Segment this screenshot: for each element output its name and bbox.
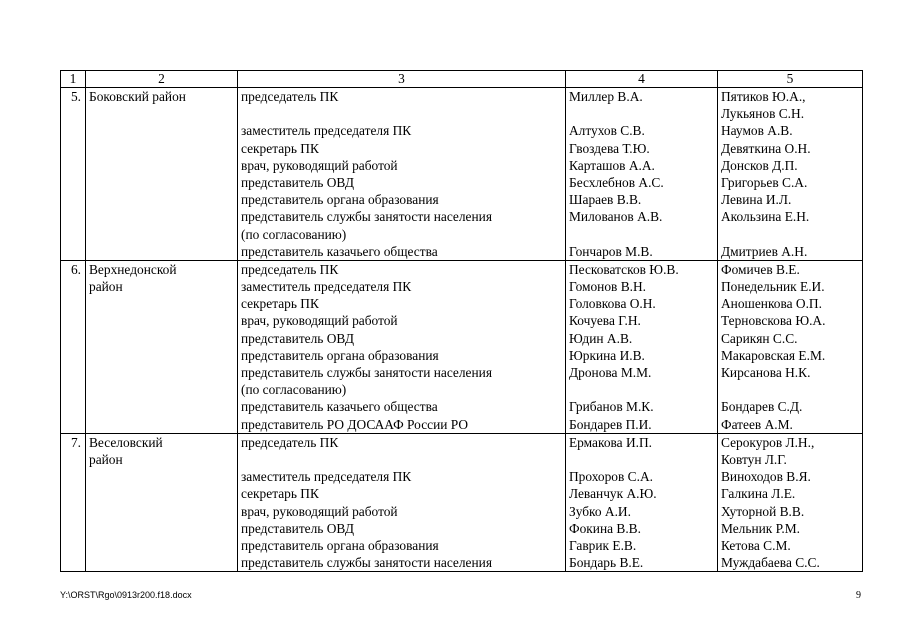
role-cell [238,260,566,433]
role-line: представитель органа образования [241,537,439,553]
main-member-line: Миллер В.А. [569,89,643,104]
reserve-member-line: Галкина Л.Е. [721,486,796,502]
header-cell-1: 1 [61,71,86,88]
role-line: представитель органа образования [241,192,439,208]
main-member-line: Головкова О.Н. [569,296,656,312]
reserve-member-line: Терновскова Ю.А. [721,313,826,329]
role-line: представитель органа образования [241,347,439,363]
row-number: 7. [61,433,86,572]
district-line: Веселовский [89,434,163,450]
role-line: представитель ОВД [241,174,354,190]
district-cell [86,260,238,433]
role-line: представитель службы занятости населения [241,555,492,571]
main-member-line: Алтухов С.В. [569,123,645,139]
main-member-line: Гончаров М.В. [569,243,653,259]
main-member-cell [566,433,718,572]
reserve-member-line: Кирсанова Н.К. [721,365,811,380]
main-member-line: Бондарев П.И. [569,416,652,432]
reserve-member-line: Акользина Е.Н. [721,209,810,225]
reserve-member-line: Левина И.Л. [721,192,792,208]
role-line: (по согласованию) [241,382,347,398]
district-line: Боковский район [89,89,186,104]
reserve-member-line: Макаровская Е.М. [721,347,826,363]
reserve-member-line: Сарикян С.С. [721,330,798,346]
role-line: представитель казачьего общества [241,399,438,415]
role-line: врач, руководящий работой [241,313,398,329]
role-line: представитель ОВД [241,520,354,536]
reserve-member-line: Ковтун Л.Г. [721,451,787,467]
main-member-line: Шараев В.В. [569,192,642,208]
header-cell-5: 5 [718,71,863,88]
main-member-line: Прохоров С.А. [569,469,653,485]
reserve-member-line: Лукьянов С.Н. [721,106,805,122]
role-line: секретарь ПК [241,296,319,312]
role-line: представитель ОВД [241,330,354,346]
table-body [61,71,863,572]
main-member-line: Юдин А.В. [569,330,633,346]
reserve-member-line: Донсков Д.П. [721,157,798,173]
role-line: председатель ПК [241,261,339,277]
table-header-row [61,71,863,88]
reserve-member-line: Понедельник Е.И. [721,279,825,295]
reserve-member-line: Мельник Р.М. [721,520,801,536]
role-cell [238,88,566,261]
district-line: Верхнедонской [89,261,177,277]
reserve-member-cell [718,260,863,433]
main-member-line: Грибанов М.К. [569,399,654,415]
role-line: представитель РО ДОСААФ России РО [241,416,469,432]
main-member-line [569,105,714,122]
header-cell-2: 2 [86,71,238,88]
main-member-line: Милованов А.В. [569,209,663,225]
district-cell [86,433,238,572]
page-number: 9 [856,590,861,601]
reserve-member-line: Фатеев А.М. [721,416,793,432]
role-line: (по согласованию) [241,226,347,242]
role-line: врач, руководящий работой [241,503,398,519]
reserve-member-line [721,226,859,243]
reserve-member-line: Бондарев С.Д. [721,399,803,415]
table-row [61,88,863,261]
main-member-line: Бондарь В.Е. [569,555,644,571]
reserve-member-cell [718,88,863,261]
table-row [61,260,863,433]
main-member-line [569,381,714,398]
main-member-line: Леванчук А.Ю. [569,486,657,502]
reserve-member-line: Хуторной В.В. [721,503,805,519]
role-cell [238,433,566,572]
reserve-member-line: Григорьев С.А. [721,174,808,190]
role-line: врач, руководящий работой [241,157,398,173]
main-member-cell [566,88,718,261]
role-line: секретарь ПК [241,140,319,156]
reserve-member-line: Муждабаева С.С. [721,555,820,571]
main-member-line: Гомонов В.Н. [569,279,647,295]
main-member-cell [566,260,718,433]
main-member-line: Дронова М.М. [569,365,652,380]
role-line: представитель казачьего общества [241,243,438,259]
reserve-member-line: Дмитриев А.Н. [721,243,808,259]
header-cell-4: 4 [566,71,718,88]
table-row [61,433,863,572]
main-member-line: Гаврик Е.В. [569,537,637,553]
main-member-line: Зубко А.И. [569,503,631,519]
main-member-line: Кочуева Г.Н. [569,313,641,329]
main-member-line [569,226,714,243]
footer-file-path: Y:\ORST\Rgo\0913r200.f18.docx [60,590,192,600]
reserve-member-line: Аношенкова О.П. [721,296,822,312]
main-member-line [569,451,714,468]
district-line: район [89,451,123,467]
role-line: председатель ПК [241,434,339,450]
main-member-line: Ермакова И.П. [569,434,652,450]
reserve-member-line: Виноходов В.Я. [721,469,811,485]
main-member-line: Фокина В.В. [569,520,641,536]
role-line: председатель ПК [241,89,339,104]
district-line: район [89,279,123,295]
role-line [241,105,562,122]
commission-table [60,70,863,572]
role-line [241,451,562,468]
reserve-member-line: Девяткина О.Н. [721,140,811,156]
district-cell [86,88,238,261]
reserve-member-line: Серокуров Л.Н., [721,434,815,450]
main-member-line: Песковатсков Ю.В. [569,261,679,277]
role-line: представитель службы занятости населения [241,365,492,380]
role-line: секретарь ПК [241,486,319,502]
role-line: заместитель председателя ПК [241,469,412,485]
role-line: заместитель председателя ПК [241,123,412,139]
reserve-member-line [721,381,859,398]
reserve-member-cell [718,433,863,572]
main-member-line: Бесхлебнов А.С. [569,174,664,190]
role-line: заместитель председателя ПК [241,279,412,295]
reserve-member-line: Наумов А.В. [721,123,793,139]
row-number: 5. [61,88,86,261]
role-line: представитель службы занятости населения [241,209,492,225]
row-number: 6. [61,260,86,433]
main-member-line: Гвоздева Т.Ю. [569,140,650,156]
header-cell-3: 3 [238,71,566,88]
reserve-member-line: Кетова С.М. [721,537,791,553]
reserve-member-line: Фомичев В.Е. [721,261,800,277]
reserve-member-line: Пятиков Ю.А., [721,89,806,104]
main-member-line: Карташов А.А. [569,157,655,173]
main-member-line: Юркина И.В. [569,347,645,363]
